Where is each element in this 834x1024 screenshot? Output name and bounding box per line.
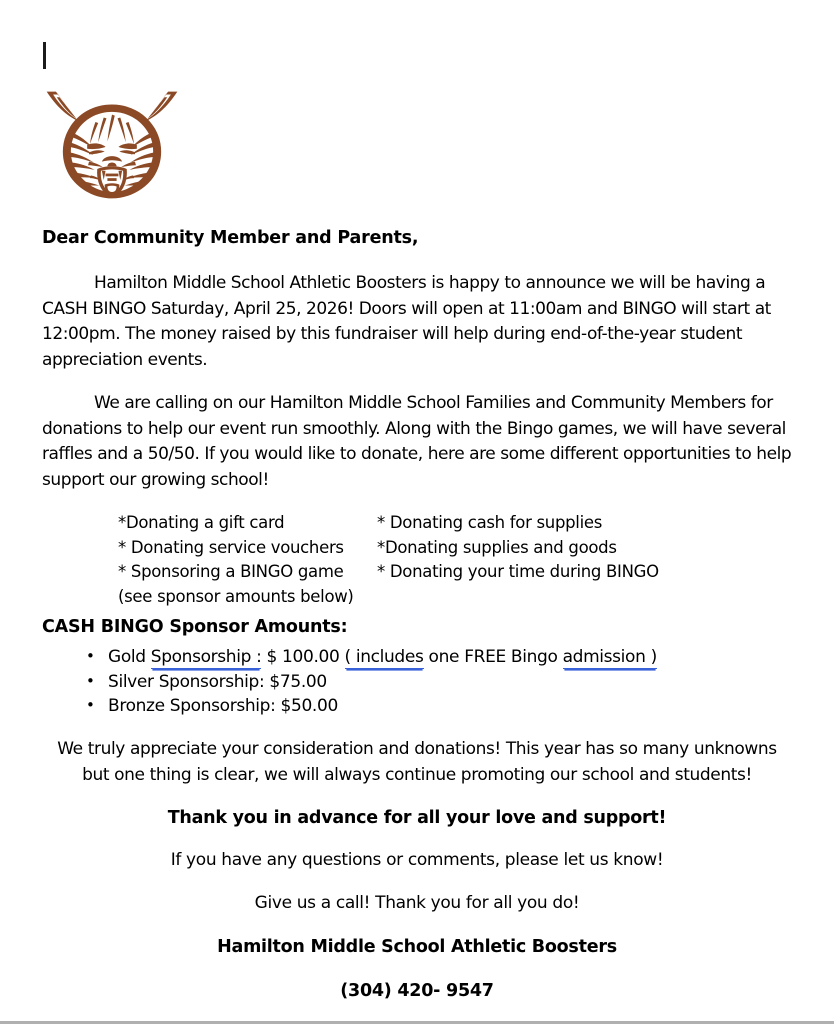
- closing-paragraph: We truly appreciate your consideration and donations! This year has so many unknowns but one thing is clear, we will always continue promoting our school and students!: [57, 739, 777, 785]
- grammar-marked-text: Sponsorship :: [150, 646, 262, 667]
- sponsor-list-item: [108, 670, 792, 695]
- thank-you-line: Thank you in advance for all your love and support!: [167, 808, 667, 829]
- call-us-line: Give us a call! Thank you for all you do!: [254, 893, 580, 914]
- school-mascot-logo: [42, 88, 182, 203]
- body-paragraph-1: [42, 271, 792, 373]
- donation-option: * Sponsoring a BINGO game: [118, 562, 344, 581]
- body-paragraph-1-text: Hamilton Middle School Athletic Boosters is happy to announce we will be having a CASH BINGO Saturday, April 25, 2026! Doors will open at 11:00am and BINGO will start at 12:00pm. The money raised by this fundraiser will help during end-of-the-year student appreciation events.: [42, 273, 771, 370]
- donation-option: * Donating your time during BINGO: [377, 562, 659, 581]
- sponsor-list-item: [108, 645, 792, 670]
- donation-options-right-column: [377, 511, 659, 585]
- sponsor-list-item: [108, 694, 792, 719]
- sponsor-item-text: Silver Sponsorship: $75.00: [108, 671, 327, 692]
- grammar-marked-text: ( includes: [344, 646, 424, 667]
- sponsor-item-text: one FREE Bingo: [423, 646, 563, 667]
- bobcat-mascot-head-icon: [42, 88, 182, 203]
- donation-options-left-column: [118, 511, 354, 609]
- donation-option-note: (see sponsor amounts below): [118, 586, 354, 606]
- phone-number: (304) 420- 9547: [340, 980, 494, 1001]
- sponsor-item-text: Bronze Sponsorship: $50.00: [108, 696, 338, 717]
- salutation: Dear Community Member and Parents,: [42, 228, 419, 248]
- donation-option: *Donating supplies and goods: [377, 537, 617, 557]
- sponsor-item-text: Gold: [108, 646, 151, 667]
- sponsor-amounts-list: [42, 645, 792, 719]
- body-paragraph-2: [42, 391, 792, 493]
- sponsor-item-text: $ 100.00: [261, 646, 345, 667]
- donation-option: *Donating a gift card: [118, 513, 285, 532]
- questions-line: If you have any questions or comments, please let us know!: [170, 850, 664, 871]
- donation-options-block: [42, 511, 792, 607]
- text-cursor-caret: [43, 42, 46, 69]
- body-paragraph-2-text: We are calling on our Hamilton Middle School Families and Community Members for donations to help our event run smoothly. Along with the Bingo games, we will have several raffles and a 50/50. If you would like to donate, here are some different opportunities to help support our growing school!: [42, 393, 792, 490]
- organization-name: Hamilton Middle School Athletic Boosters: [217, 936, 617, 957]
- sponsor-amounts-heading: CASH BINGO Sponsor Amounts:: [42, 617, 348, 637]
- donation-option: * Donating cash for supplies: [377, 513, 603, 532]
- grammar-marked-text: admission ): [562, 646, 657, 667]
- donation-option: * Donating service vouchers: [118, 537, 344, 557]
- letter-content: [42, 228, 792, 1002]
